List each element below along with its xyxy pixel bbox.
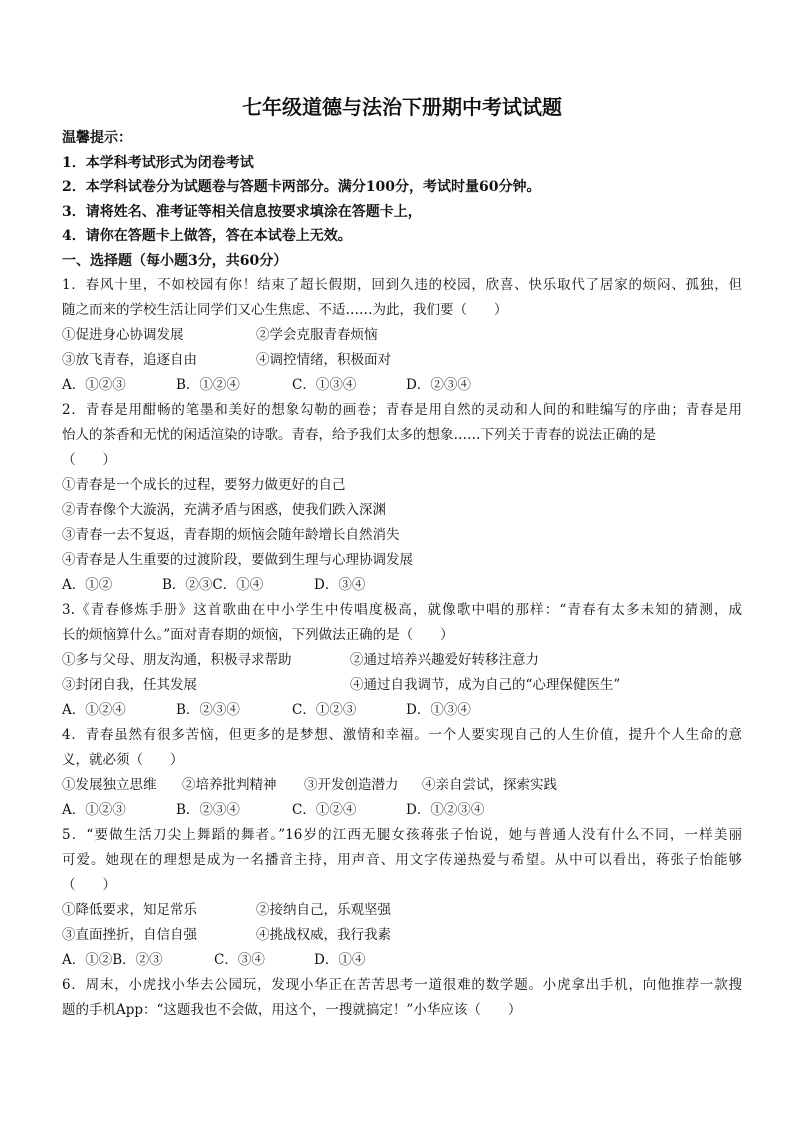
choice: D．①②③④ xyxy=(406,802,485,818)
choice: A．①②③ xyxy=(62,377,126,393)
choice-row xyxy=(62,798,742,823)
question-stem: 1．春风十里，不如校园有你！结束了超长假期，回到久违的校园，欣喜、快乐取代了居家的烦闷、孤独，但 xyxy=(62,277,742,293)
question-stem: 怡人的茶香和无忧的闲适渲染的诗歌。青春，给予我们太多的想象……下列关于青春的说法正确的是 xyxy=(62,427,656,443)
question-stem: 4．青春虽然有很多苦恼，但更多的是梦想、激情和幸福。一个人要实现自己的人生价值，提升个人生命的意 xyxy=(62,727,742,743)
option-row xyxy=(62,323,742,348)
option: ③青春一去不复返，青春期的烦恼会随年龄增长自然消失 xyxy=(62,527,400,543)
option-row xyxy=(62,773,742,798)
tip-item: 4．请你在答题卡上做答，答在本试卷上无效。 xyxy=(62,228,352,244)
question-stem: 6．周末，小虎找小华去公园玩，发现小华正在苦苦思考一道很难的数学题。小虎拿出手机，向他推荐一款搜 xyxy=(62,977,742,993)
option: ②接纳自己，乐观坚强 xyxy=(256,902,391,918)
choice: A．①②③ xyxy=(62,802,126,818)
choice: D．①④ xyxy=(314,952,366,968)
choice: C．①②④ xyxy=(292,802,357,818)
choice: C．①②③ xyxy=(292,702,357,718)
option: ③放飞青春，追逐自由 xyxy=(62,352,197,368)
option: ④青春是人生重要的过渡阶段，要做到生理与心理协调发展 xyxy=(62,552,413,568)
question-stem: 长的烦恼算什么。”面对青春期的烦恼，下列做法正确的是（ ） xyxy=(62,627,454,643)
choice: B．②③C．①④ xyxy=(162,577,264,593)
option: ④亲自尝试，探索实践 xyxy=(422,777,557,793)
choice: B．①②④ xyxy=(176,377,240,393)
exam-title: 七年级道德与法治下册期中考试试题 xyxy=(242,95,562,119)
exam-page xyxy=(62,92,742,1023)
option: ②通过培养兴趣爱好转移注意力 xyxy=(350,652,539,668)
tip-item: 3．请将姓名、准考证等相关信息按要求填涂在答题卡上， xyxy=(62,203,422,220)
choice-row xyxy=(62,698,742,723)
tip-item: 1．本学科考试形式为闭卷考试 xyxy=(62,154,254,171)
choice: B．②③④ xyxy=(176,702,240,718)
choice: A．①②B．②③ xyxy=(62,952,163,968)
option: ④挑战权威，我行我素 xyxy=(256,927,391,943)
question-stem: 2．青春是用酣畅的笔墨和美好的想象勾勒的画卷；青春是用自然的灵动和人间的和畦编写的序曲；青春是用 xyxy=(62,402,742,418)
option: ③开发创造潜力 xyxy=(304,777,399,793)
option: ①青春是一个成长的过程，要努力做更好的自己 xyxy=(62,477,346,493)
choice: C．③④ xyxy=(214,952,265,968)
question-stem: 随之而来的学校生活让同学们又心生焦虑、不适……为此，我们要（ ） xyxy=(62,302,508,318)
option-row xyxy=(62,923,742,948)
choice: D．③④ xyxy=(314,577,366,593)
option: ④通过自我调节，成为自己的“心理保健医生” xyxy=(350,677,621,693)
choice: B．②③④ xyxy=(176,802,240,818)
option: ②学会克服青春烦恼 xyxy=(256,327,378,343)
tips-heading: 温馨提示： xyxy=(62,130,132,146)
tip-item: 2．本学科试卷分为试题卷与答题卡两部分。满分100分，考试时量60分钟。 xyxy=(62,179,541,195)
option: ①降低要求，知足常乐 xyxy=(62,902,197,918)
choice: A．①② xyxy=(62,577,113,593)
option: ①促进身心协调发展 xyxy=(62,327,184,343)
option-row xyxy=(62,898,742,923)
option: ③直面挫折，自信自强 xyxy=(62,927,197,943)
option: ①多与父母、朋友沟通，积极寻求帮助 xyxy=(62,652,292,668)
choice-row xyxy=(62,573,742,598)
option: ③封闭自我，任其发展 xyxy=(62,677,197,693)
choice-row xyxy=(62,948,742,973)
choice: D．②③④ xyxy=(406,377,471,393)
choice: D．①③④ xyxy=(406,702,471,718)
option: ②青春像个大漩涡，充满矛盾与困惑，使我们跌入深渊 xyxy=(62,502,386,518)
question-stem: 3.《青春修炼手册》这首歌曲在中小学生中传唱度极高，就像歌中唱的那样：“青春有太多未知的猜测，成 xyxy=(62,602,742,618)
section-heading: 一、选择题（每小题3分，共60分） xyxy=(62,252,288,269)
option: ①发展独立思维 xyxy=(62,777,157,793)
choice: A．①②④ xyxy=(62,702,126,718)
question-stem: 可爱。她现在的理想是成为一名播音主持，用声音、用文字传递热爱与希望。从中可以看出，蒋张子怡能够 xyxy=(62,852,742,868)
question-stem: 题的手机App：“这题我也不会做，用这个，一搜就搞定！”小华应该（ ） xyxy=(62,1002,522,1018)
option-row xyxy=(62,348,742,373)
option: ④调控情绪，积极面对 xyxy=(256,352,391,368)
option: ②培养批判精神 xyxy=(182,777,277,793)
question-stem: 5．“要做生活刀尖上舞蹈的舞者。”16岁的江西无腿女孩蒋张子怡说，她与普通人没有什么不同，一样美丽 xyxy=(62,827,742,843)
question-stem: （ ） xyxy=(62,452,116,468)
choice: C．①③④ xyxy=(292,377,357,393)
choice-row xyxy=(62,373,742,398)
option-row xyxy=(62,673,742,698)
question-stem: 义，就必须（ ） xyxy=(62,752,184,768)
question-stem: （ ） xyxy=(62,877,116,893)
option-row xyxy=(62,648,742,673)
